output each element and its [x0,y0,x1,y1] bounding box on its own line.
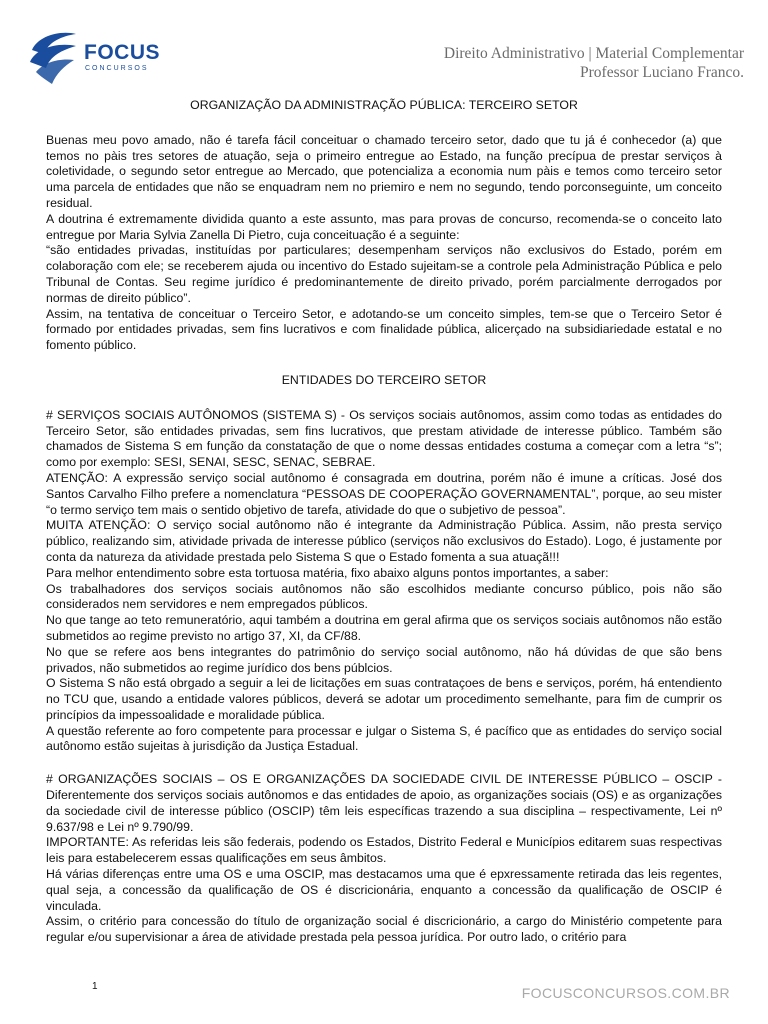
logo-subtitle: CONCURSOS [85,65,149,72]
intro-quote: “são entidades privadas, instituídas por particulares; desempenham serviços não exclusivos do Estado, porém em colaboração com ele; se receberem ajuda ou incentivo do Estado sujeitam-se a controle pela Administração Pública e pelo Tribunal de Contas. Seu regime jurídico é predominantemente de direito privado, porém parcialmente derrogados por normas de direito público”. [46,243,722,305]
professor-line: Professor Luciano Franco. [580,64,744,81]
sistema-s-paragraph-8: O Sistema S não está obrgado a seguir a lei de licitações em suas contrataçoes de bens e serviços, porém, há entendiento no TCU que, usando a entidade valores públicos, deverá se adotar um procedimento semelhante, para fim de cumprir os princípios da impessoalidade e moralidade pública. [46,676,722,722]
course-line: Direito Administrativo | Material Complementar [443,45,744,62]
document-body [46,98,722,946]
document-title: ORGANIZAÇÃO DA ADMINISTRAÇÃO PÚBLICA: TERCEIRO SETOR [190,98,578,112]
focus-concursos-logo [26,28,176,88]
sistema-s-paragraph-5: Os trabalhadores dos serviços sociais autônomos não são escolhidos mediante concurso público, pois não são considerados nem servidores e nem empregados públicos. [46,581,722,612]
logo-swoosh-icon [26,28,82,84]
footer-website: FOCUSCONCURSOS.COM.BR [521,985,730,1001]
sistema-s-paragraph-1: # SERVIÇOS SOCIAIS AUTÔNOMOS (SISTEMA S) - Os serviços sociais autônomos, assim como todas as entidades do Terceiro Setor, são entidades privadas, sem fins lucrativos, que prestam atividade de interesse público. Também são chamados de Sistema S em função da constatação de que o nome dessas entidades costuma a começar com a letra “s”; como por exemplo: SESI, SENAI, SESC, SENAC, SEBRAE. [46,407,722,470]
page-number: 1 [92,981,98,992]
sistema-s-paragraph-6: No que tange ao teto remuneratório, aqui também a doutrina em geral afirma que os serviços sociais autônomos não estão submetidos ao regime previsto no artigo 37, XI, da CF/88. [46,613,722,643]
logo-wordmark: FOCUS [84,41,160,64]
sistema-s-paragraph-4: Para melhor entendimento sobre esta tortuosa matéria, fixo abaixo alguns pontos importantes, a saber: [46,565,609,580]
page-header [0,0,768,92]
section-title: ENTIDADES DO TERCEIRO SETOR [281,372,487,387]
sistema-s-paragraph-7: No que se refere aos bens integrantes do patrimônio do serviço social autônomo, não há dúvidas de que são bens privados, não submetidos ao regime jurídico dos bens públcios. [46,644,722,675]
intro-paragraph-1: Buenas meu povo amado, não é tarefa fácil conceituar o chamado terceiro setor, dado que tu já é conhecedor (a) que temos no pàis tres setores de atuação, seja o primeiro entregue ao Estado, na função precípua de prestar serviços à coletividade, o segundo setor entregue ao Mercado, que potencializa a economia num pàis e temos como terceiro setor uma parcela de entidades que não se enquadram nem no priemiro e nem no segundo, tendo porconseguinte, um conceito residual. [46,132,722,210]
intro-paragraph-2: A doutrina é extremamente dividida quanto a este assunto, mas para provas de concurso, recomenda-se o conceito lato entregue por Maria Sylvia Zanella Di Pietro, cuja conceituação é a seguinte: [46,211,722,242]
oscip-paragraph-4: Assim, o critério para concessão do título de organização social é discricionário, a cargo do Ministério competente para regular e/ou supervisionar a área de atividade prestada pela pessoa jurídica. Por outro lado, o critério para [46,914,722,945]
oscip-paragraph-3: Há várias diferenças entre uma OS e uma OSCIP, mas destacamos uma que é epxressamente retirada das leis regentes, qual seja, a concessão da qualificação de OS é discricionária, enquanto a concessão da qualificação de OSCIP é vinculada. [46,867,722,913]
sistema-s-paragraph-3: MUITA ATENÇÃO: O serviço social autônomo não é integrante da Administração Pública. Assim, não presta serviço público, realizando sim, atividade privada de interesse público (serviços não exclusivos do Estado). Logo, é justamente por conta da natureza da atividade prestada pelo Sistema S que o Estado fomenta a sua atuaçã!!! [46,518,722,564]
sistema-s-paragraph-2: ATENÇÃO: A expressão serviço social autônomo é consagrada em doutrina, porém não é imune a críticas. José dos Santos Carvalho Filho prefere a nomenclatura “PESSOAS DE COOPERAÇÃO GOVERNAMENTAL”, porque, ao seu mister “o termo serviço tem mais o sentido objetivo de tarefa, atividade do que o subjetivo de pessoa”. [46,470,722,517]
oscip-paragraph-1: # ORGANIZAÇÕES SOCIAIS – OS E ORGANIZAÇÕES DA SOCIEDADE CIVIL DE INTERESSE PÚBLICO – OSCIP - Diferentemente dos serviços sociais autônomos e das entidades de apoio, as organizações sociais (OS) e as organizações da sociedade civil de interesse público (OSCIP) têm leis específicas trazendo a sua disciplina – respectivamente, Lei nº 9.637/98 e Lei nº 9.790/99. [46,772,722,834]
sistema-s-paragraph-9: A questão referente ao foro competente para processar e julgar o Sistema S, é pacífico que as entidades do serviço social autônomo estão sujeitas à jurisdição da Justiça Estadual. [46,723,722,754]
intro-paragraph-4: Assim, na tentativa de conceituar o Terceiro Setor, e adotando-se um conceito simples, tem-se que o Terceiro Setor é formado por entidades privadas, sem fins lucrativos e com finalidade pública, alicerçado na subsidiariedade estatal e no fomento público. [46,306,722,353]
oscip-paragraph-2: IMPORTANTE: As referidas leis são federais, podendo os Estados, Distrito Federal e Municípios editarem suas respectivas leis para estabelecerem essas qualificações em seus âmbitos. [46,835,722,866]
header-info [444,44,744,82]
